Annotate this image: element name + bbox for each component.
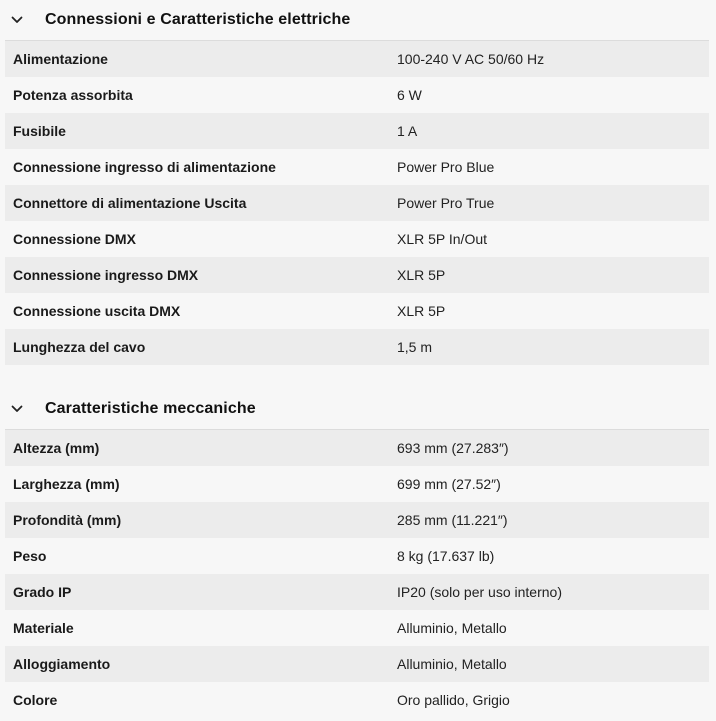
spec-value: Oro pallido, Grigio (397, 692, 510, 708)
spec-label: Connettore di alimentazione Uscita (13, 195, 247, 211)
spec-label: Connessione uscita DMX (13, 303, 181, 319)
spec-label: Lunghezza del cavo (13, 339, 146, 355)
spec-value: Power Pro True (397, 195, 495, 211)
spec-value: 8 kg (17.637 lb) (397, 548, 495, 564)
spec-value: 693 mm (27.283″) (397, 440, 509, 456)
spec-row (5, 646, 709, 682)
spec-value: Alluminio, Metallo (397, 620, 507, 636)
spec-label: Alimentazione (13, 51, 108, 67)
spec-value: XLR 5P (397, 303, 446, 319)
spec-label: Grado IP (13, 584, 72, 600)
spec-value: XLR 5P In/Out (397, 231, 488, 247)
spec-row (5, 329, 709, 365)
spec-value: IP20 (solo per uso interno) (397, 584, 562, 600)
spec-row (5, 257, 709, 293)
spec-row (5, 466, 709, 502)
spec-label: Connessione ingresso DMX (13, 267, 199, 283)
spec-table (5, 430, 709, 718)
spec-value: Alluminio, Metallo (397, 656, 507, 672)
spec-value: 100-240 V AC 50/60 Hz (397, 51, 545, 67)
spec-label: Connessione DMX (13, 231, 136, 247)
spec-row (5, 149, 709, 185)
chevron-down-icon (11, 403, 23, 415)
spec-row (5, 574, 709, 610)
spec-value: 699 mm (27.52″) (397, 476, 501, 492)
spec-row (5, 682, 709, 718)
spec-row (5, 77, 709, 113)
spec-label: Peso (13, 548, 47, 564)
section-title: Connessioni e Caratteristiche elettriche (45, 11, 351, 28)
spec-row (5, 113, 709, 149)
spec-label: Altezza (mm) (13, 440, 100, 456)
spec-row (5, 430, 709, 466)
chevron-down-icon (11, 14, 23, 26)
spec-label: Materiale (13, 620, 74, 636)
spec-value: 1,5 m (397, 339, 433, 355)
spec-row (5, 41, 709, 77)
spec-table (5, 41, 709, 365)
section-header-electrical[interactable] (5, 0, 709, 41)
spec-value: 285 mm (11.221″) (397, 512, 508, 528)
section-electrical (5, 0, 709, 365)
spec-row (5, 538, 709, 574)
spec-row (5, 221, 709, 257)
spec-label: Profondità (mm) (13, 512, 122, 528)
section-mechanical (5, 389, 709, 718)
section-title: Caratteristiche meccaniche (45, 400, 256, 417)
spec-label: Alloggiamento (13, 656, 111, 672)
spec-row (5, 502, 709, 538)
section-header-mechanical[interactable] (5, 389, 709, 430)
spec-row (5, 185, 709, 221)
spec-label: Connessione ingresso di alimentazione (13, 159, 276, 175)
spec-value: 1 A (397, 123, 418, 139)
spec-row (5, 293, 709, 329)
spec-label: Fusibile (13, 123, 66, 139)
spec-label: Potenza assorbita (13, 87, 133, 103)
spec-label: Colore (13, 692, 58, 708)
spec-value: XLR 5P (397, 267, 446, 283)
spec-value: 6 W (397, 87, 422, 103)
spec-value: Power Pro Blue (397, 159, 495, 175)
spec-label: Larghezza (mm) (13, 476, 120, 492)
spec-row (5, 610, 709, 646)
